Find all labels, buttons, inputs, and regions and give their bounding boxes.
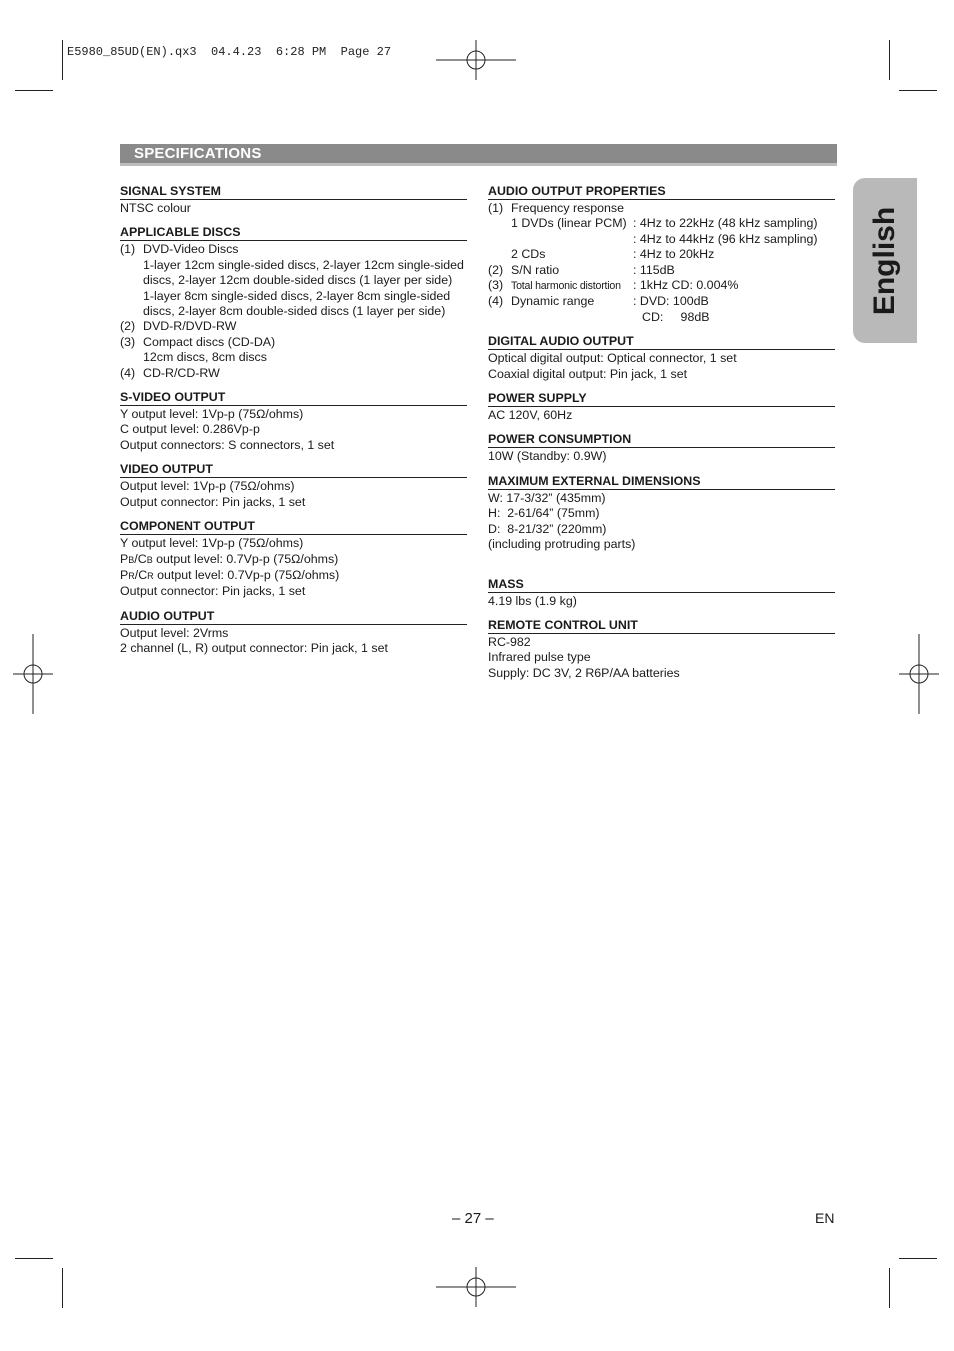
digital-audio-output-line: Optical digital output: Optical connector, 1 set [488,351,737,366]
frequency-response-label [488,201,633,216]
s-video-output-line: Output connectors: S connectors, 1 set [120,437,335,452]
component-connector-line: Output connector: Pin jacks, 1 set [120,584,306,599]
dimension-line: W: 17-3/32” (435mm) [488,490,606,505]
signal-system-title: SIGNAL SYSTEM [120,184,467,200]
left-column [120,184,467,666]
thd-label [488,278,633,294]
thd-value: : 1kHz CD: 0.004% [633,278,739,293]
digital-audio-output-section [488,334,835,382]
disc-item-1-detail: 1-layer 12cm single-sided discs, 2-layer 12cm single-sided [143,257,464,272]
dvd-frequency-row [488,216,835,231]
dimension-line: (including protruding parts) [488,537,636,552]
digital-audio-output-line: Coaxial digital output: Pin jack, 1 set [488,366,688,381]
dynamic-range-label [488,294,633,309]
dimension-line: H: 2-61/64” (75mm) [488,506,600,521]
disc-item-1-detail: discs, 2-layer 12cm double-sided discs (1 layer per side) [143,273,453,288]
thd-row [488,278,835,294]
disc-item-3-label: Compact discs (CD-DA) [143,334,276,349]
max-dimensions-title: MAXIMUM EXTERNAL DIMENSIONS [488,474,835,490]
cd-frequency-row [488,247,835,262]
frequency-response-row [488,201,835,216]
audio-output-properties-title: AUDIO OUTPUT PROPERTIES [488,184,835,200]
component-pr-line [120,568,467,584]
disc-item-2 [120,319,467,334]
item-label: Frequency response [511,201,624,215]
crop-mark [62,1268,63,1308]
max-dimensions-section [488,474,835,553]
registration-mark-right [899,634,939,714]
item-number: (4) [488,294,504,309]
power-supply-value: AC 120V, 60Hz [488,408,573,423]
mass-value: 4.19 lbs (1.9 kg) [488,593,577,608]
mass-title: MASS [488,577,835,593]
dynamic-range-value: : DVD: 100dB [633,294,709,309]
crop-mark [15,1258,53,1259]
remote-control-line: Infrared pulse type [488,650,591,665]
component-output-section [120,519,467,600]
registration-mark-top [436,40,516,80]
cd-frequency-value: : 4Hz to 20kHz [633,247,715,262]
pb-slash: /C [134,551,147,566]
pr-sub: R [147,570,154,581]
remote-control-section [488,618,835,681]
disc-item-1-detail: discs, 2-layer 8cm double-sided discs (1 layer per side) [143,304,446,319]
pb-sub: B [146,554,153,565]
page-number: – 27 – [452,1210,494,1227]
right-column [488,184,835,690]
cd-frequency-label: 2 CDs [511,247,546,262]
remote-control-line: RC-982 [488,634,531,649]
audio-output-line: 2 channel (L, R) output connector: Pin jack, 1 set [120,641,388,656]
component-y-line: Y output level: 1Vp-p (75Ω/ohms) [120,536,304,551]
audio-output-properties-section [488,184,835,325]
signal-system-section [120,184,467,216]
item-label: Total harmonic distortion [511,280,621,293]
video-output-line: Output level: 1Vp-p (75Ω/ohms) [120,479,295,494]
registration-mark-bottom [436,1267,516,1307]
s-video-output-line: C output level: 0.286Vp-p [120,422,260,437]
pr-p: P [120,567,129,582]
disc-item-3 [120,335,467,366]
language-code: EN [815,1210,835,1226]
item-label: S/N ratio [511,262,560,277]
digital-audio-output-title: DIGITAL AUDIO OUTPUT [488,334,835,350]
signal-system-value: NTSC colour [120,201,191,215]
disc-item-1 [120,242,467,319]
s-video-output-title: S-VIDEO OUTPUT [120,390,467,406]
crop-mark [899,1258,937,1259]
crop-mark [899,90,937,91]
section-title: SPECIFICATIONS [134,145,262,162]
disc-item-4 [120,366,467,381]
component-output-title: COMPONENT OUTPUT [120,519,467,535]
item-label: Dynamic range [511,294,595,309]
sn-ratio-value: : 115dB [633,262,675,277]
language-tab [853,178,917,343]
power-consumption-title: POWER CONSUMPTION [488,432,835,448]
pb-sub: B [128,554,135,565]
crop-mark [889,40,890,80]
language-tab-label: English [868,206,901,315]
dvd-frequency-value: : 4Hz to 22kHz (48 kHz sampling) [633,216,818,231]
item-number: (1) [488,201,504,215]
dvd-frequency-value: : 4Hz to 44kHz (96 kHz sampling) [633,231,818,246]
disc-item-2-number: (2) [120,319,136,334]
video-output-line: Output connector: Pin jacks, 1 set [120,494,306,509]
disc-item-1-detail: 1-layer 8cm single-sided discs, 2-layer 8cm single-sided [143,288,451,303]
disc-item-4-number: (4) [120,365,136,380]
power-consumption-section [488,432,835,464]
section-header-bar [120,144,837,166]
crop-mark [889,1268,890,1308]
registration-mark-left [13,634,53,714]
print-header: E5980_85UD(EN).qx3 04.4.23 6:28 PM Page 27 [67,45,392,59]
applicable-discs-title: APPLICABLE DISCS [120,225,467,241]
dynamic-range-row [488,294,835,309]
power-supply-title: POWER SUPPLY [488,391,835,407]
disc-item-1-number: (1) [120,242,136,257]
spacer [488,310,642,325]
pb-p: P [120,551,129,566]
s-video-output-section [120,390,467,453]
dvd-frequency-row-2 [488,232,835,247]
disc-item-1-label: DVD-Video Discs [143,242,239,257]
remote-control-title: REMOTE CONTROL UNIT [488,618,835,634]
audio-output-section [120,609,467,657]
disc-item-4-label: CD-R/CD-RW [143,365,220,380]
applicable-discs-section [120,225,467,381]
audio-output-line: Output level: 2Vrms [120,625,229,640]
disc-item-2-label: DVD-R/DVD-RW [143,319,237,334]
video-output-section [120,462,467,510]
dynamic-range-value: CD: 98dB [642,309,710,324]
spacer [488,232,633,247]
mass-section [488,577,835,609]
s-video-output-line: Y output level: 1Vp-p (75Ω/ohms) [120,407,304,422]
component-pb-line [120,552,467,568]
crop-mark [62,40,63,80]
dimension-line: D: 8-21/32” (220mm) [488,521,607,536]
item-number: (3) [488,278,504,293]
remote-control-line: Supply: DC 3V, 2 R6P/AA batteries [488,665,680,680]
pr-sub: R [128,570,135,581]
audio-output-title: AUDIO OUTPUT [120,609,467,625]
video-output-title: VIDEO OUTPUT [120,462,467,478]
sn-ratio-label [488,263,633,278]
dvd-frequency-label: 1 DVDs (linear PCM) [511,216,627,231]
pr-slash: /C [134,567,148,582]
power-supply-section [488,391,835,423]
pb-rest: output level: 0.7Vp-p (75Ω/ohms) [152,551,339,566]
crop-mark [15,90,53,91]
disc-item-3-number: (3) [120,334,136,349]
power-consumption-value: 10W (Standby: 0.9W) [488,449,607,464]
disc-item-3-detail: 12cm discs, 8cm discs [143,350,267,365]
dynamic-range-row-2 [488,310,835,325]
sn-ratio-row [488,263,835,278]
pr-rest: output level: 0.7Vp-p (75Ω/ohms) [153,567,340,582]
item-number: (2) [488,262,504,277]
